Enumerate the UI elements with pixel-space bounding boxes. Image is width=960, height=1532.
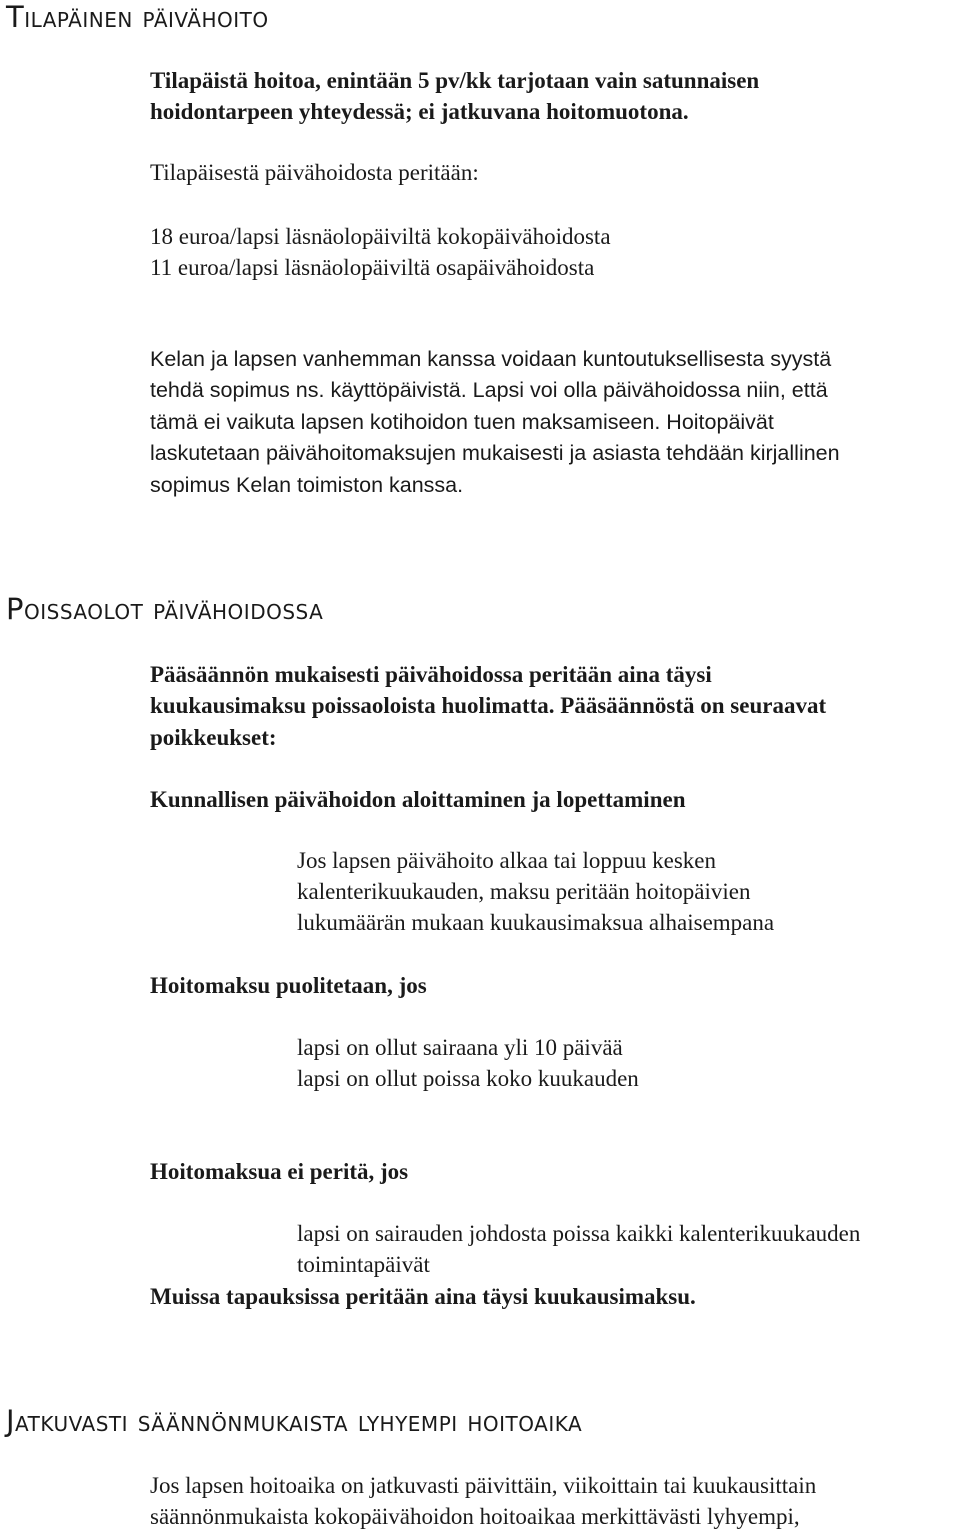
- section-heading-absences: Poissaolot päivähoidossa: [6, 592, 324, 626]
- kela-paragraph-line-3: tämä ei vaikuta lapsen kotihoidon tuen maksamiseen. Hoitopäivät: [150, 410, 774, 434]
- start-end-line-2: kalenterikuukauden, maksu peritään hoitopäivien: [297, 879, 751, 904]
- no-fee-condition-line-2: toimintapäivät: [297, 1252, 430, 1277]
- half-fee-title: Hoitomaksu puolitetaan, jos: [150, 973, 427, 998]
- start-end-line-3: lukumäärän mukaan kuukausimaksua alhaisempana: [297, 910, 775, 935]
- start-end-title: Kunnallisen päivähoidon aloittaminen ja lopettaminen: [150, 787, 686, 812]
- absences-intro-line-2: kuukausimaksu poissaoloista huolimatta. Pääsäännöstä on seuraavat: [150, 693, 827, 718]
- fee-intro: Tilapäisestä päivähoidosta peritään:: [150, 160, 479, 185]
- half-fee-condition-2: lapsi on ollut poissa koko kuukauden: [297, 1066, 639, 1091]
- no-fee-title: Hoitomaksua ei peritä, jos: [150, 1159, 409, 1184]
- shorter-care-line-1: Jos lapsen hoitoaika on jatkuvasti päivittäin, viikoittain tai kuukausittain: [150, 1473, 817, 1498]
- absences-intro-line-1: Pääsäännön mukaisesti päivähoidossa peritään aina täysi: [150, 662, 712, 687]
- other-cases-note: Muissa tapauksissa peritään aina täysi kuukausimaksu.: [150, 1284, 696, 1309]
- half-fee-condition-1: lapsi on ollut sairaana yli 10 päivää: [297, 1035, 623, 1060]
- no-fee-condition-line-1: lapsi on sairauden johdosta poissa kaikki kalenterikuukauden: [297, 1221, 861, 1246]
- absences-intro-line-3: poikkeukset:: [150, 725, 277, 750]
- kela-paragraph-line-2: tehdä sopimus ns. käyttöpäivistä. Lapsi voi olla päivähoidossa niin, että: [150, 378, 828, 402]
- temporary-care-intro-line-1: Tilapäistä hoitoa, enintään 5 pv/kk tarjotaan vain satunnaisen: [150, 68, 760, 93]
- shorter-care-line-2: säännönmukaista kokopäivähoidon hoitoaikaa merkittävästi lyhyempi,: [150, 1504, 800, 1529]
- kela-paragraph-line-4: laskutetaan päivähoitomaksujen mukaisesti ja asiasta tehdään kirjallinen: [150, 441, 840, 465]
- temporary-care-intro-line-2: hoidontarpeen yhteydessä; ei jatkuvana hoitomuotona.: [150, 99, 689, 124]
- fee-part-day: 11 euroa/lapsi läsnäolopäiviltä osapäivähoidosta: [150, 255, 595, 280]
- section-heading-shorter-care-time: Jatkuvasti säännönmukaista lyhyempi hoitoaika: [6, 1404, 583, 1438]
- fee-full-day: 18 euroa/lapsi läsnäolopäiviltä kokopäivähoidosta: [150, 224, 611, 249]
- kela-paragraph-line-1: Kelan ja lapsen vanhemman kanssa voidaan kuntoutuksellisesta syystä: [150, 347, 832, 371]
- start-end-line-1: Jos lapsen päivähoito alkaa tai loppuu kesken: [297, 848, 717, 873]
- kela-paragraph-line-5: sopimus Kelan toimiston kanssa.: [150, 473, 464, 497]
- section-heading-temporary-care: Tilapäinen päivähoito: [6, 0, 269, 34]
